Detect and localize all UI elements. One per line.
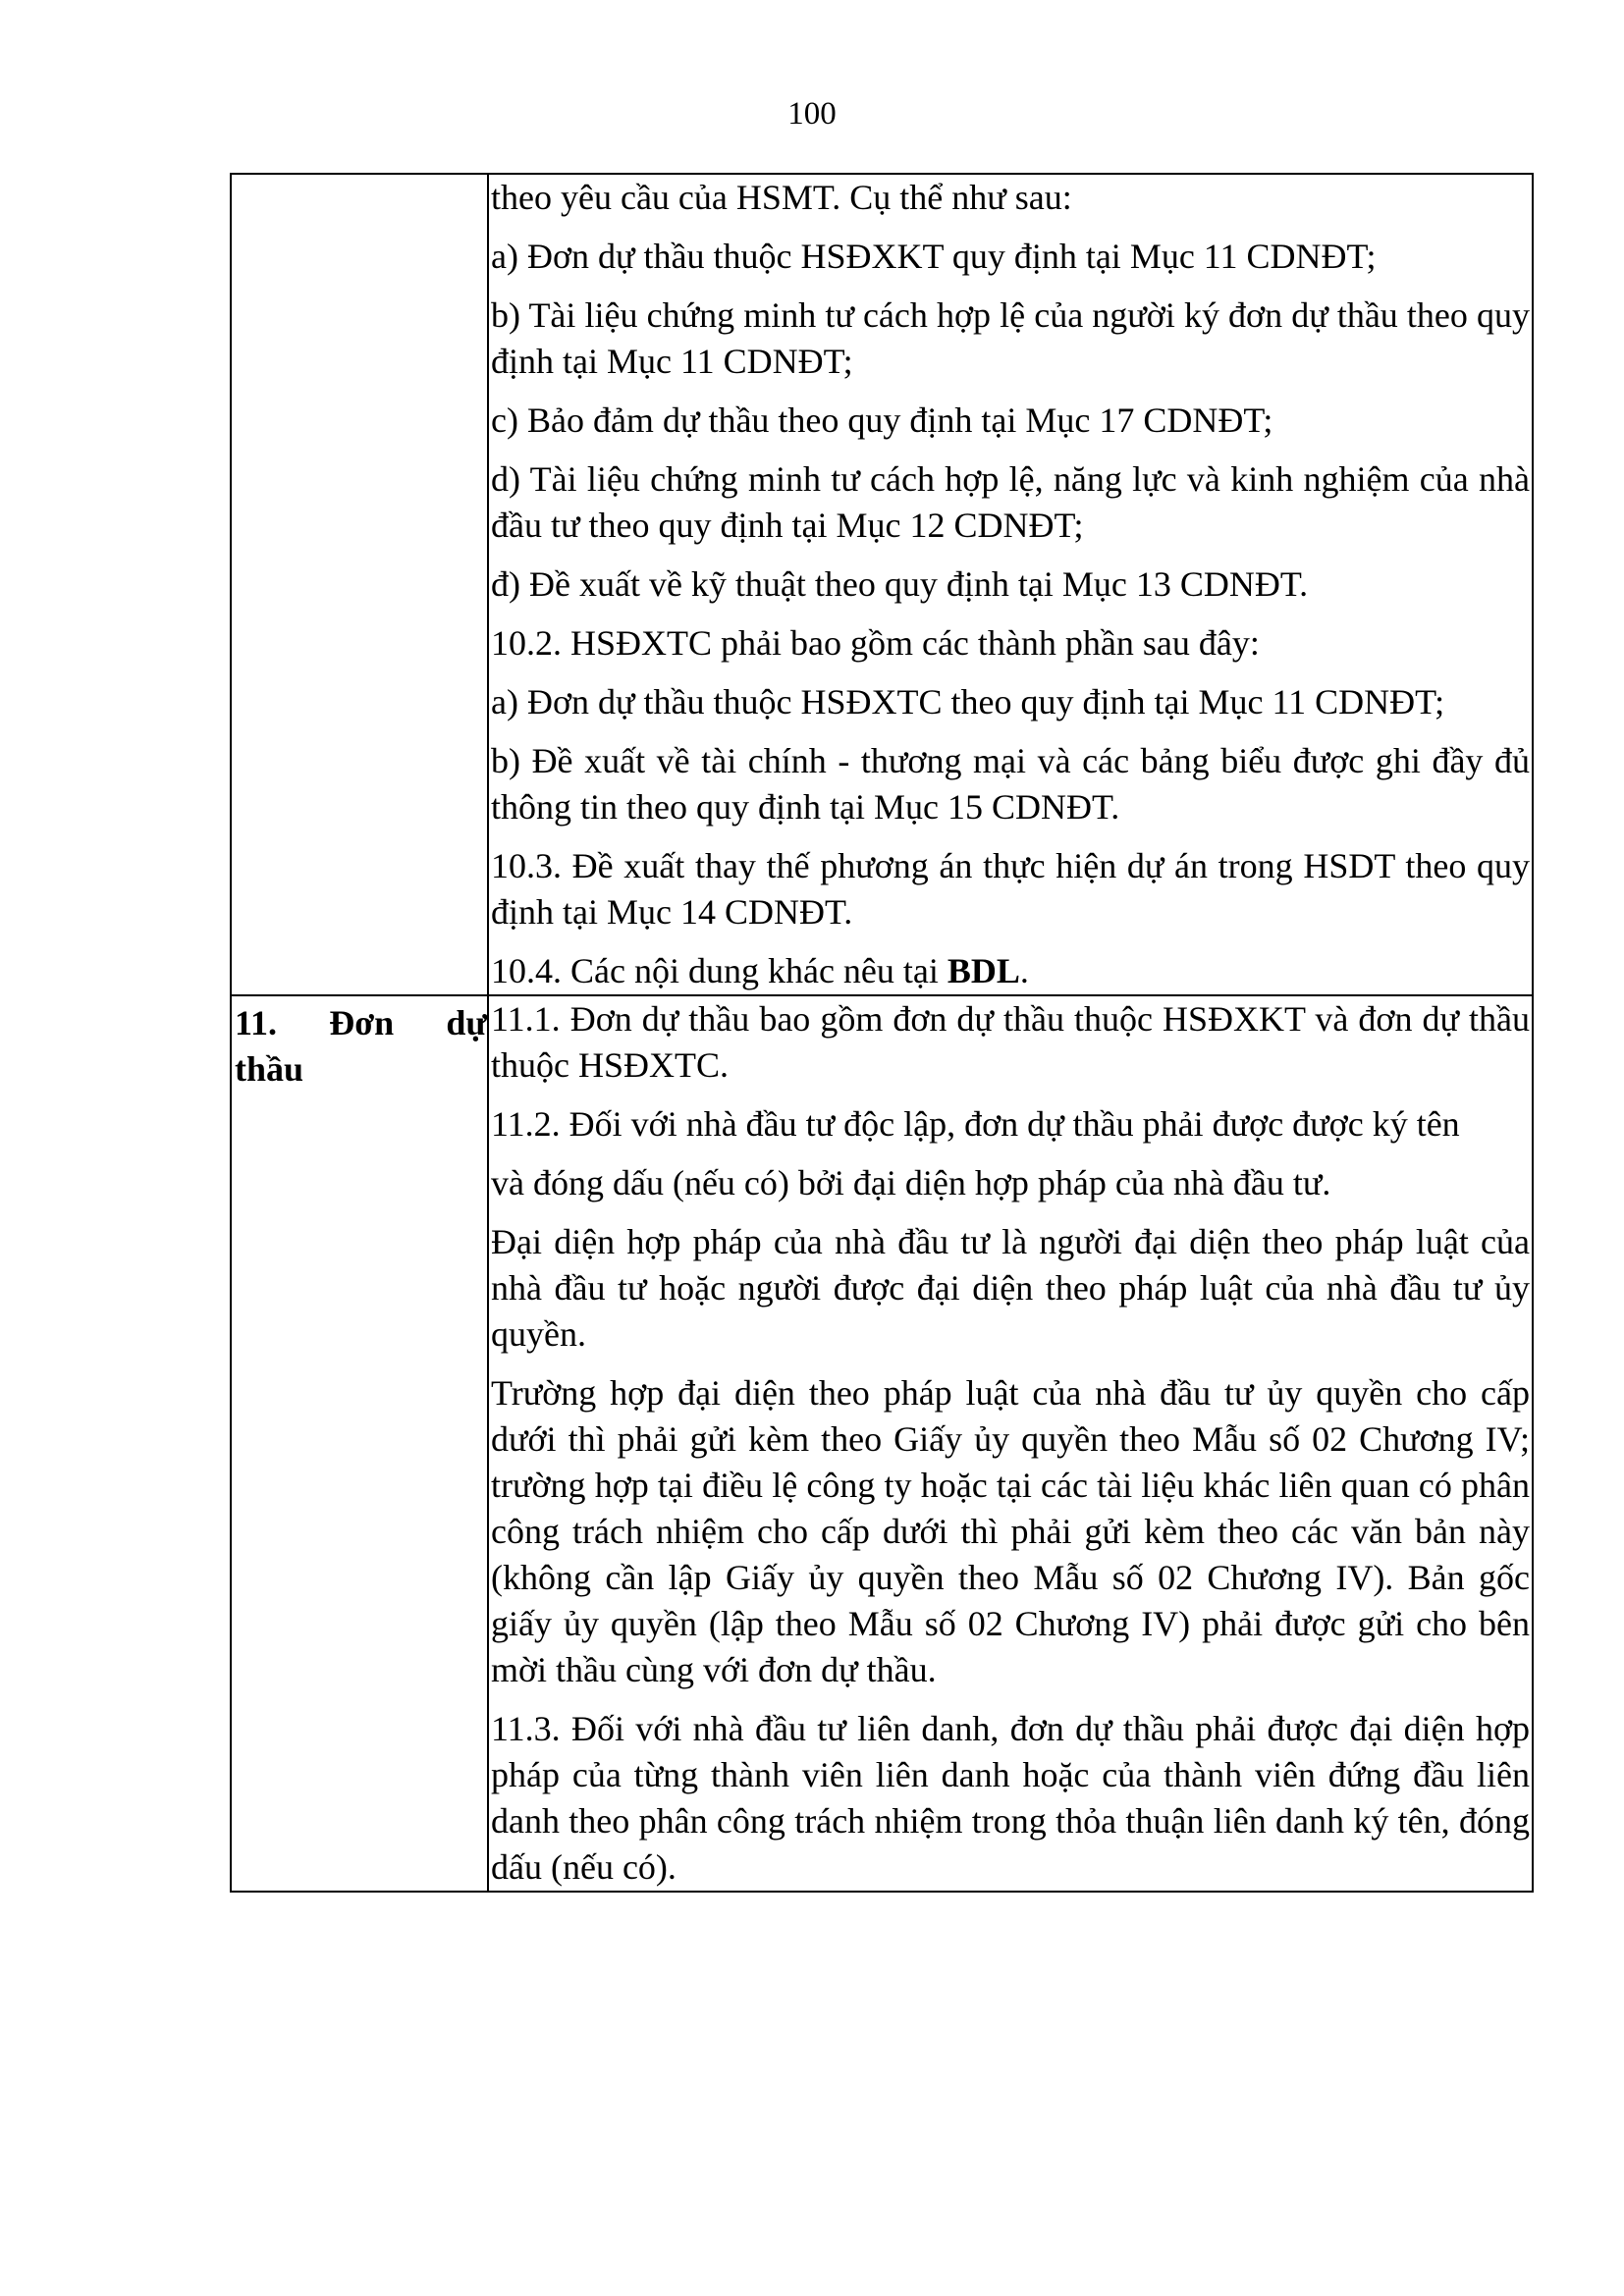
section-heading-line: 11. Đơn dự [235,1003,487,1042]
table-row [231,174,1533,995]
paragraph: theo yêu cầu của HSMT. Cụ thể như sau: [491,178,1072,217]
paragraph: đ) Đề xuất về kỹ thuật theo quy định tại Mục 13 CDNĐT. [491,564,1309,604]
paragraph: Trường hợp đại diện theo pháp luật của nhà đầu tư ủy quyền cho cấp dưới thì phải gửi kèm theo Giấy ủy quyền theo Mẫu số 02 Chương IV; trường hợp tại điều lệ công ty hoặc tại các tài liệu khác liên quan có phân công trách nhiệm cho cấp dưới thì phải gửi kèm theo các văn bản này (không cần lập Giấy ủy quyền theo Mẫu số 02 Chương IV). Bản gốc giấy ủy quyền (lập theo Mẫu số 02 Chương IV) phải được gửi cho bên mời thầu cùng với đơn dự thầu. [491,1373,1530,1689]
section-content-cell [488,995,1533,1892]
paragraph: c) Bảo đảm dự thầu theo quy định tại Mục 17 CDNĐT; [491,400,1273,440]
paragraph: và đóng dấu (nếu có) bởi đại diện hợp pháp của nhà đầu tư. [491,1163,1331,1202]
paragraph-text: . [1019,951,1029,990]
paragraph: b) Tài liệu chứng minh tư cách hợp lệ của người ký đơn dự thầu theo quy định tại Mục 11 CDNĐT; [491,295,1530,381]
page-number: 100 [787,96,837,132]
paragraph: b) Đề xuất về tài chính - thương mại và các bảng biểu được ghi đầy đủ thông tin theo quy định tại Mục 15 CDNĐT. [491,741,1530,827]
section-heading-line: thầu [235,1049,304,1089]
table-row [231,995,1533,1892]
paragraph: Đại diện hợp pháp của nhà đầu tư là người đại diện theo pháp luật của nhà đầu tư hoặc người được đại diện theo pháp luật của nhà đầu tư ủy quyền. [491,1222,1530,1354]
paragraph: a) Đơn dự thầu thuộc HSĐXKT quy định tại Mục 11 CDNĐT; [491,237,1377,276]
section-content-cell [488,174,1533,995]
paragraph: 10.2. HSĐXTC phải bao gồm các thành phần sau đây: [491,623,1260,663]
content-table [230,173,1534,1893]
section-heading-cell [231,174,488,995]
paragraph: 11.3. Đối với nhà đầu tư liên danh, đơn dự thầu phải được đại diện hợp pháp của từng thành viên liên danh hoặc của thành viên đứng đầu liên danh theo phân công trách nhiệm trong thỏa thuận liên danh ký tên, đóng dấu (nếu có). [491,1709,1530,1887]
paragraph: 11.1. Đơn dự thầu bao gồm đơn dự thầu thuộc HSĐXKT và đơn dự thầu thuộc HSĐXTC. [491,999,1530,1085]
paragraph: a) Đơn dự thầu thuộc HSĐXTC theo quy định tại Mục 11 CDNĐT; [491,682,1445,721]
bdl-reference: BDL [947,951,1020,990]
paragraph: d) Tài liệu chứng minh tư cách hợp lệ, năng lực và kinh nghiệm của nhà đầu tư theo quy định tại Mục 12 CDNĐT; [491,459,1530,545]
paragraph: 11.2. Đối với nhà đầu tư độc lập, đơn dự thầu phải được được ký tên [491,1104,1460,1144]
section-heading-cell [231,995,488,1892]
section-heading [235,1000,487,1093]
paragraph-text: 10.4. Các nội dung khác nêu tại [491,951,947,990]
paragraph: 10.3. Đề xuất thay thế phương án thực hiện dự án trong HSDT theo quy định tại Mục 14 CDNĐT. [491,846,1530,932]
paragraph [491,948,1530,994]
